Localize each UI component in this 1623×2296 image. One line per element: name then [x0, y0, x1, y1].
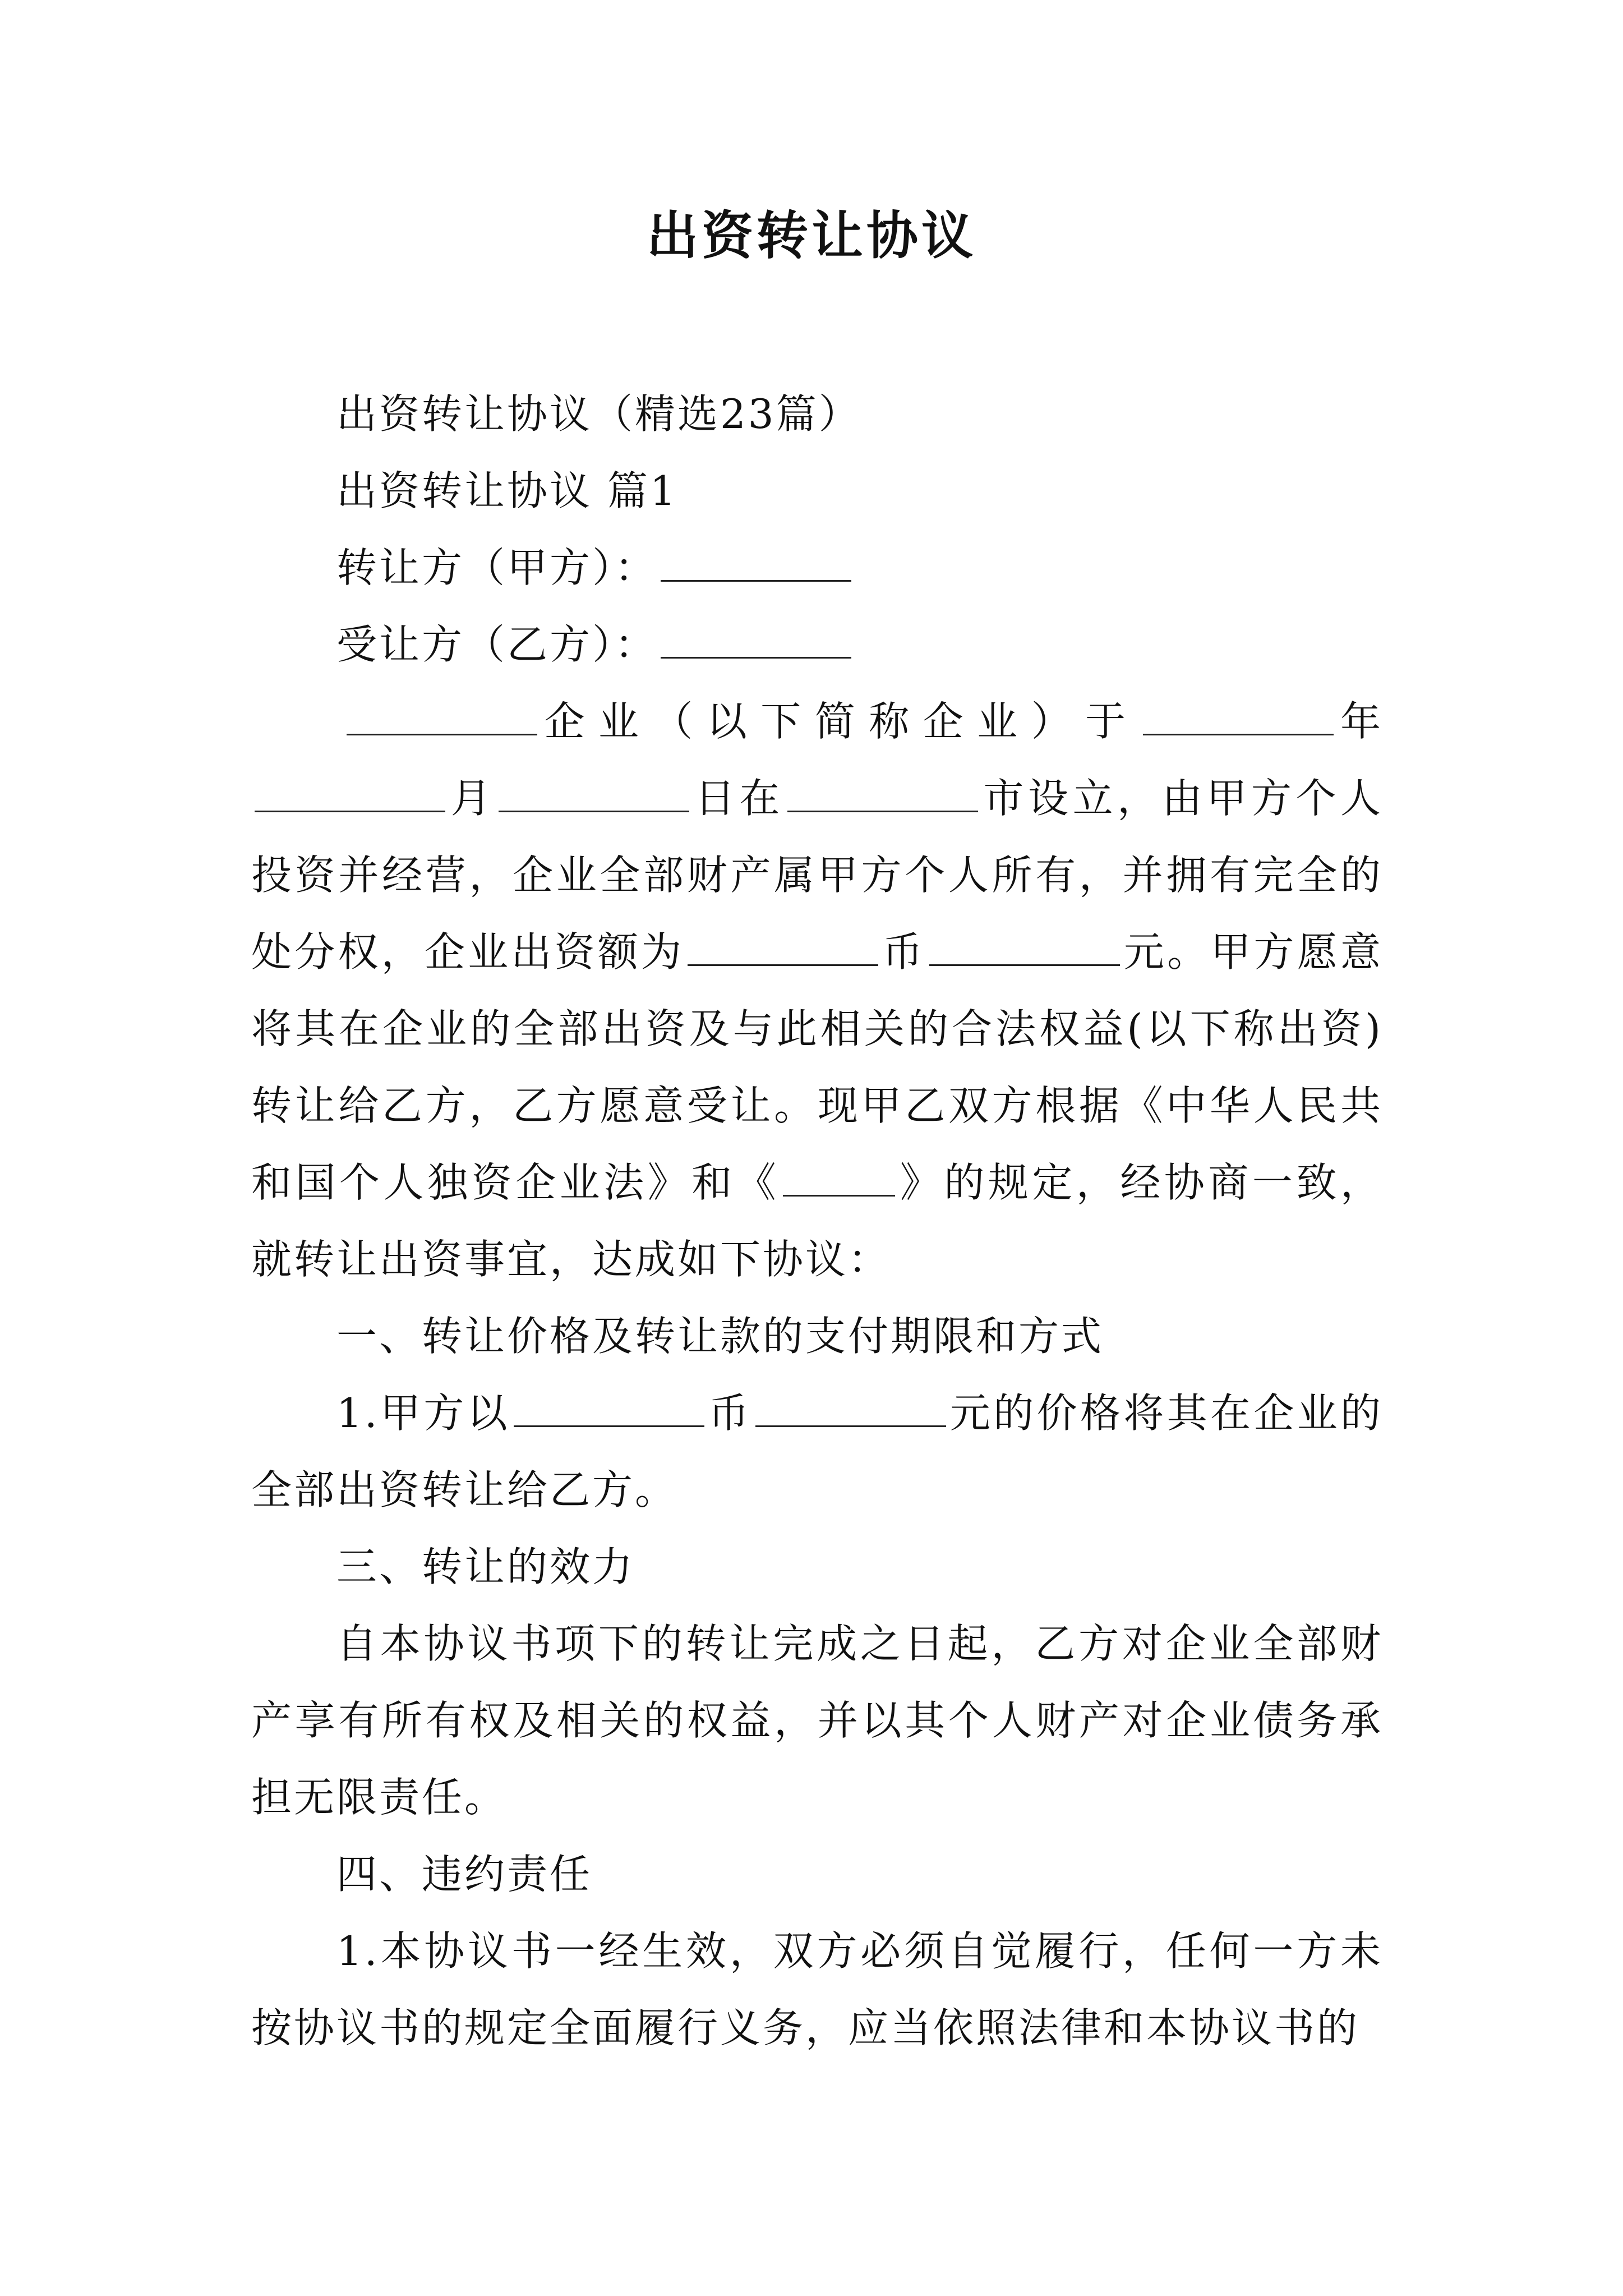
intro-text-c: 月: [449, 775, 496, 822]
subtitle: 出资转让协议（精选23篇）: [336, 390, 861, 438]
section-3-heading: 三、转让的效力: [336, 1543, 635, 1590]
effect-paragraph: 自本协议书项下的转让完成之日起，乙方对企业全部财产享有所有权及相关的权益，并以其个人财产对企业债务承担无限责任。: [251, 1620, 1383, 1821]
clause-1-text-b: 币: [708, 1389, 752, 1437]
amount-blank: [929, 931, 1120, 966]
document-title: 出资转让协议: [646, 205, 976, 266]
breach-paragraph: 1.本协议书一经生效，双方必须自觉履行，任何一方未按协议书的规定全面履行义务，应当依照法律和本协议书的: [251, 1927, 1383, 2051]
party-b-label: 受让方（乙方）：: [336, 621, 658, 668]
party-a-blank: [661, 546, 851, 582]
law-name-blank: [783, 1161, 895, 1197]
party-a-line: [251, 530, 1383, 606]
intro-text-e: 市设立，由甲方个人投资并经营，企业全部财产属甲方个人所有，并拥有完全的处分权，企业出资额为: [251, 775, 1383, 976]
article-heading: 出资转让协议 篇1: [336, 467, 678, 514]
day-blank: [499, 777, 689, 812]
intro-text-g: 元。甲方愿意将其在企业的全部出资及与此相关的合法权益(以下称出资)转让给乙方，乙方愿意受让。现甲乙双方根据《中华人民共和国个人独资企业法》和《: [251, 928, 1383, 1206]
city-blank: [787, 777, 978, 812]
clause-1-text-a: 1.甲方以: [336, 1389, 511, 1437]
currency-blank: [688, 931, 878, 966]
intro-text-a: 企业（以下简称企业）于: [541, 698, 1140, 745]
month-blank: [255, 777, 445, 812]
intro-text-f: 币: [882, 928, 926, 976]
year-blank: [1143, 700, 1334, 735]
intro-text-b: 年: [1336, 698, 1383, 745]
company-name-blank: [347, 700, 537, 735]
intro-text-d: 日在: [693, 775, 784, 822]
party-b-blank: [661, 623, 851, 659]
party-a-label: 转让方（甲方）：: [336, 544, 658, 591]
party-b-line: [251, 606, 1383, 683]
price-currency-blank: [514, 1392, 704, 1427]
intro-text-h: 》的规定，经协商一致，就转让出资事宜，达成如下协议：: [251, 1159, 1383, 1283]
clause-1-paragraph: [251, 1375, 1383, 1529]
price-amount-blank: [755, 1392, 946, 1427]
clause-1-text-c: 元的价格将其在企业的全部出资转让给乙方。: [251, 1389, 1383, 1513]
section-4-heading: 四、违约责任: [336, 1851, 593, 1898]
document-body: [251, 376, 1383, 2067]
intro-paragraph: [251, 683, 1383, 1298]
section-1-heading: 一、转让价格及转让款的支付期限和方式: [336, 1313, 1104, 1360]
